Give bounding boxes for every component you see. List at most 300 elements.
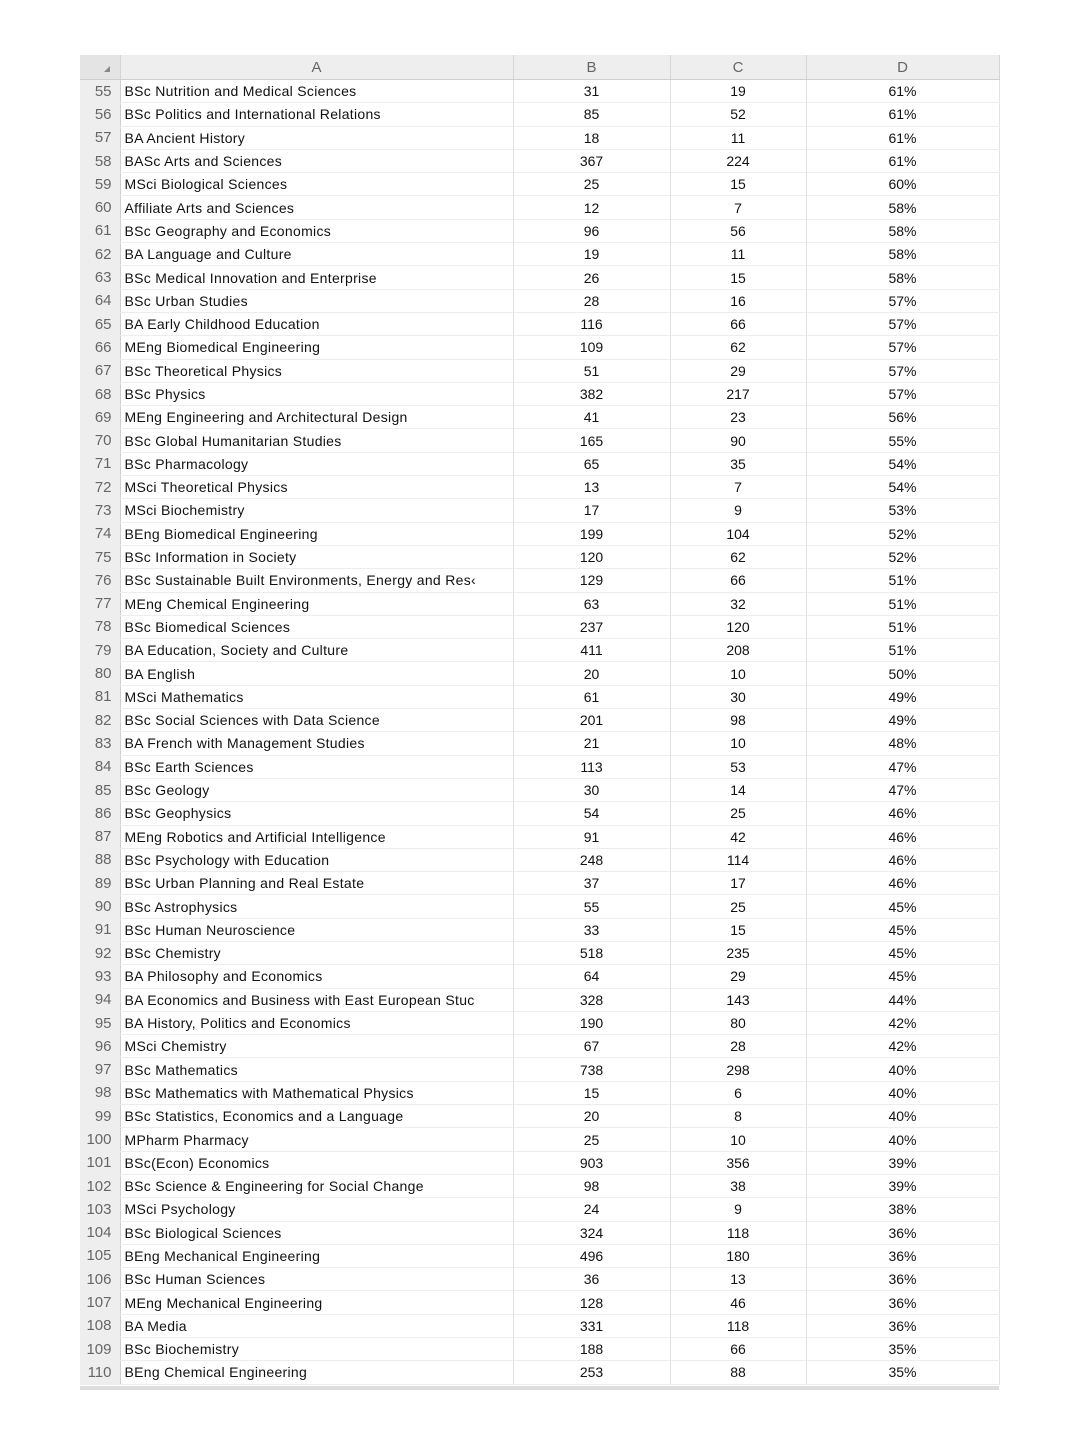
row-number-cell[interactable]: 86 — [80, 802, 120, 825]
cell-c[interactable]: 29 — [670, 359, 806, 382]
cell-a[interactable]: MEng Chemical Engineering — [120, 592, 513, 615]
cell-a[interactable]: BASc Arts and Sciences — [120, 149, 513, 172]
cell-d[interactable]: 47% — [806, 778, 999, 801]
cell-d[interactable]: 36% — [806, 1314, 999, 1337]
row-number-cell[interactable]: 100 — [80, 1128, 120, 1151]
cell-d[interactable]: 61% — [806, 149, 999, 172]
cell-d[interactable]: 51% — [806, 569, 999, 592]
row-number-cell[interactable]: 102 — [80, 1174, 120, 1197]
cell-a[interactable]: BSc Statistics, Economics and a Language — [120, 1105, 513, 1128]
cell-d[interactable]: 40% — [806, 1058, 999, 1081]
table-row — [80, 196, 999, 219]
cell-b[interactable]: 237 — [513, 615, 670, 638]
cell-b[interactable]: 496 — [513, 1244, 670, 1267]
cell-b[interactable]: 55 — [513, 895, 670, 918]
cell-a[interactable]: BA Philosophy and Economics — [120, 965, 513, 988]
cell-b[interactable]: 26 — [513, 266, 670, 289]
cell-c[interactable]: 143 — [670, 988, 806, 1011]
cell-b[interactable]: 518 — [513, 941, 670, 964]
row-number-cell[interactable]: 82 — [80, 709, 120, 732]
cell-a[interactable]: BSc Geography and Economics — [120, 219, 513, 242]
cell-c[interactable]: 6 — [670, 1081, 806, 1104]
cell-a[interactable]: Affiliate Arts and Sciences — [120, 196, 513, 219]
cell-b[interactable]: 33 — [513, 918, 670, 941]
row-number-cell[interactable]: 99 — [80, 1105, 120, 1128]
cell-a[interactable]: MEng Biomedical Engineering — [120, 336, 513, 359]
table-row — [80, 80, 999, 103]
cell-c[interactable]: 28 — [670, 1035, 806, 1058]
cell-d[interactable]: 50% — [806, 662, 999, 685]
row-number-cell[interactable]: 101 — [80, 1151, 120, 1174]
cell-c[interactable]: 66 — [670, 569, 806, 592]
cell-c[interactable]: 180 — [670, 1244, 806, 1267]
cell-d[interactable]: 35% — [806, 1338, 999, 1361]
cell-d[interactable]: 45% — [806, 895, 999, 918]
cell-a[interactable]: BSc Politics and International Relations — [120, 103, 513, 126]
row-number-cell[interactable]: 108 — [80, 1314, 120, 1337]
row-number-cell[interactable]: 109 — [80, 1338, 120, 1361]
cell-a[interactable]: BSc Psychology with Education — [120, 848, 513, 871]
cell-a[interactable]: BSc Geology — [120, 778, 513, 801]
cell-c[interactable]: 66 — [670, 1338, 806, 1361]
cell-c[interactable]: 356 — [670, 1151, 806, 1174]
cell-b[interactable]: 61 — [513, 685, 670, 708]
cell-b[interactable]: 113 — [513, 755, 670, 778]
cell-c[interactable]: 118 — [670, 1221, 806, 1244]
cell-d[interactable]: 56% — [806, 406, 999, 429]
cell-c[interactable]: 10 — [670, 662, 806, 685]
cell-a[interactable]: BSc Astrophysics — [120, 895, 513, 918]
cell-a[interactable]: BSc Human Neuroscience — [120, 918, 513, 941]
cell-b[interactable]: 109 — [513, 336, 670, 359]
cell-a[interactable]: BSc Pharmacology — [120, 452, 513, 475]
cell-d[interactable]: 45% — [806, 941, 999, 964]
row-number-cell[interactable]: 63 — [80, 266, 120, 289]
cell-b[interactable]: 17 — [513, 499, 670, 522]
cell-a[interactable]: BEng Mechanical Engineering — [120, 1244, 513, 1267]
cell-c[interactable]: 88 — [670, 1361, 806, 1384]
cell-c[interactable]: 14 — [670, 778, 806, 801]
cell-c[interactable]: 42 — [670, 825, 806, 848]
select-all-corner[interactable] — [80, 55, 120, 80]
cell-c[interactable]: 32 — [670, 592, 806, 615]
row-number-cell[interactable]: 87 — [80, 825, 120, 848]
cell-c[interactable]: 16 — [670, 289, 806, 312]
cell-b[interactable]: 165 — [513, 429, 670, 452]
cell-b[interactable]: 128 — [513, 1291, 670, 1314]
cell-c[interactable]: 15 — [670, 918, 806, 941]
cell-a[interactable]: BA Language and Culture — [120, 243, 513, 266]
row-number-cell[interactable]: 77 — [80, 592, 120, 615]
cell-c[interactable]: 13 — [670, 1268, 806, 1291]
row-number-cell[interactable]: 90 — [80, 895, 120, 918]
row-number-cell[interactable]: 61 — [80, 219, 120, 242]
cell-b[interactable]: 91 — [513, 825, 670, 848]
cell-a[interactable]: BSc Urban Studies — [120, 289, 513, 312]
cell-a[interactable]: BSc(Econ) Economics — [120, 1151, 513, 1174]
cell-c[interactable]: 10 — [670, 1128, 806, 1151]
cell-c[interactable]: 11 — [670, 126, 806, 149]
row-number-cell[interactable]: 57 — [80, 126, 120, 149]
row-number-cell[interactable]: 98 — [80, 1081, 120, 1104]
cell-c[interactable]: 8 — [670, 1105, 806, 1128]
row-number-cell[interactable]: 85 — [80, 778, 120, 801]
cell-d[interactable]: 46% — [806, 872, 999, 895]
cell-b[interactable]: 19 — [513, 243, 670, 266]
cell-d[interactable]: 42% — [806, 1035, 999, 1058]
cell-a[interactable]: BSc Social Sciences with Data Science — [120, 709, 513, 732]
table-row — [80, 149, 999, 172]
cell-c[interactable]: 224 — [670, 149, 806, 172]
cell-d[interactable]: 58% — [806, 196, 999, 219]
table-row — [80, 173, 999, 196]
cell-d[interactable]: 39% — [806, 1151, 999, 1174]
table-row — [80, 1314, 999, 1337]
cell-a[interactable]: BSc Biochemistry — [120, 1338, 513, 1361]
cell-c[interactable]: 25 — [670, 895, 806, 918]
cell-b[interactable]: 382 — [513, 382, 670, 405]
cell-b[interactable]: 18 — [513, 126, 670, 149]
cell-c[interactable]: 11 — [670, 243, 806, 266]
cell-b[interactable]: 41 — [513, 406, 670, 429]
cell-d[interactable]: 51% — [806, 639, 999, 662]
cell-a[interactable]: BSc Global Humanitarian Studies — [120, 429, 513, 452]
cell-a[interactable]: BA Early Childhood Education — [120, 312, 513, 335]
cell-c[interactable]: 104 — [670, 522, 806, 545]
cell-b[interactable]: 54 — [513, 802, 670, 825]
cell-d[interactable]: 47% — [806, 755, 999, 778]
cell-b[interactable]: 253 — [513, 1361, 670, 1384]
cell-c[interactable]: 52 — [670, 103, 806, 126]
cell-b[interactable]: 13 — [513, 476, 670, 499]
cell-c[interactable]: 53 — [670, 755, 806, 778]
cell-b[interactable]: 324 — [513, 1221, 670, 1244]
cell-b[interactable]: 30 — [513, 778, 670, 801]
cell-b[interactable]: 96 — [513, 219, 670, 242]
row-number-cell[interactable]: 58 — [80, 149, 120, 172]
cell-a[interactable]: BA Education, Society and Culture — [120, 639, 513, 662]
cell-d[interactable]: 36% — [806, 1268, 999, 1291]
cell-c[interactable]: 208 — [670, 639, 806, 662]
cell-d[interactable]: 51% — [806, 615, 999, 638]
cell-d[interactable]: 46% — [806, 802, 999, 825]
cell-a[interactable]: BA English — [120, 662, 513, 685]
table-row — [80, 545, 999, 568]
cell-a[interactable]: BSc Nutrition and Medical Sciences — [120, 80, 513, 103]
cell-b[interactable]: 25 — [513, 1128, 670, 1151]
cell-b[interactable]: 190 — [513, 1011, 670, 1034]
cell-c[interactable]: 9 — [670, 1198, 806, 1221]
row-number-cell[interactable]: 71 — [80, 452, 120, 475]
cell-b[interactable]: 331 — [513, 1314, 670, 1337]
table-row — [80, 895, 999, 918]
table-row — [80, 872, 999, 895]
cell-b[interactable]: 20 — [513, 662, 670, 685]
row-number-cell[interactable]: 91 — [80, 918, 120, 941]
row-number-cell[interactable]: 64 — [80, 289, 120, 312]
cell-b[interactable]: 201 — [513, 709, 670, 732]
row-number-cell[interactable]: 104 — [80, 1221, 120, 1244]
cell-c[interactable]: 38 — [670, 1174, 806, 1197]
cell-b[interactable]: 25 — [513, 173, 670, 196]
row-number-cell[interactable]: 96 — [80, 1035, 120, 1058]
cell-c[interactable]: 35 — [670, 452, 806, 475]
row-number-cell[interactable]: 65 — [80, 312, 120, 335]
row-number-cell[interactable]: 73 — [80, 499, 120, 522]
cell-b[interactable]: 67 — [513, 1035, 670, 1058]
cell-d[interactable]: 36% — [806, 1221, 999, 1244]
cell-b[interactable]: 199 — [513, 522, 670, 545]
cell-b[interactable]: 37 — [513, 872, 670, 895]
row-number-cell[interactable]: 62 — [80, 243, 120, 266]
cell-b[interactable]: 65 — [513, 452, 670, 475]
row-number-cell[interactable]: 78 — [80, 615, 120, 638]
cell-d[interactable]: 38% — [806, 1198, 999, 1221]
column-header-b[interactable]: B — [513, 55, 670, 80]
cell-b[interactable]: 188 — [513, 1338, 670, 1361]
cell-a[interactable]: BA History, Politics and Economics — [120, 1011, 513, 1034]
cell-c[interactable]: 46 — [670, 1291, 806, 1314]
column-header-a[interactable]: A — [120, 55, 513, 80]
cell-a[interactable]: MEng Robotics and Artificial Intelligence — [120, 825, 513, 848]
cell-d[interactable]: 39% — [806, 1174, 999, 1197]
cell-b[interactable]: 411 — [513, 639, 670, 662]
cell-c[interactable]: 9 — [670, 499, 806, 522]
cell-d[interactable]: 60% — [806, 173, 999, 196]
cell-a[interactable]: MPharm Pharmacy — [120, 1128, 513, 1151]
cell-c[interactable]: 25 — [670, 802, 806, 825]
cell-d[interactable]: 36% — [806, 1291, 999, 1314]
row-number-cell[interactable]: 72 — [80, 476, 120, 499]
cell-c[interactable]: 23 — [670, 406, 806, 429]
cell-d[interactable]: 61% — [806, 80, 999, 103]
cell-c[interactable]: 56 — [670, 219, 806, 242]
cell-d[interactable]: 45% — [806, 918, 999, 941]
cell-b[interactable]: 64 — [513, 965, 670, 988]
cell-c[interactable]: 62 — [670, 336, 806, 359]
cell-a[interactable]: MSci Biochemistry — [120, 499, 513, 522]
cell-d[interactable]: 46% — [806, 825, 999, 848]
row-number-cell[interactable]: 88 — [80, 848, 120, 871]
cell-c[interactable]: 66 — [670, 312, 806, 335]
cell-a[interactable]: BSc Mathematics with Mathematical Physics — [120, 1081, 513, 1104]
row-number-cell[interactable]: 74 — [80, 522, 120, 545]
row-number-cell[interactable]: 68 — [80, 382, 120, 405]
cell-d[interactable]: 44% — [806, 988, 999, 1011]
cell-c[interactable]: 120 — [670, 615, 806, 638]
cell-c[interactable]: 7 — [670, 476, 806, 499]
cell-a[interactable]: BA Economics and Business with East European Stuc — [120, 988, 513, 1011]
cell-d[interactable]: 35% — [806, 1361, 999, 1384]
horizontal-scrollbar[interactable] — [80, 1386, 999, 1390]
column-header-c[interactable]: C — [670, 55, 806, 80]
cell-d[interactable]: 40% — [806, 1128, 999, 1151]
row-number-cell[interactable]: 92 — [80, 941, 120, 964]
cell-b[interactable]: 15 — [513, 1081, 670, 1104]
cell-c[interactable]: 30 — [670, 685, 806, 708]
cell-c[interactable]: 98 — [670, 709, 806, 732]
cell-a[interactable]: MEng Mechanical Engineering — [120, 1291, 513, 1314]
cell-d[interactable]: 57% — [806, 336, 999, 359]
row-number-cell[interactable]: 59 — [80, 173, 120, 196]
cell-b[interactable]: 36 — [513, 1268, 670, 1291]
cell-a[interactable]: BSc Urban Planning and Real Estate — [120, 872, 513, 895]
table-row — [80, 592, 999, 615]
row-number-cell[interactable]: 93 — [80, 965, 120, 988]
cell-b[interactable]: 903 — [513, 1151, 670, 1174]
cell-a[interactable]: BSc Information in Society — [120, 545, 513, 568]
cell-d[interactable]: 61% — [806, 103, 999, 126]
cell-d[interactable]: 58% — [806, 243, 999, 266]
cell-c[interactable]: 114 — [670, 848, 806, 871]
cell-b[interactable]: 24 — [513, 1198, 670, 1221]
cell-c[interactable]: 118 — [670, 1314, 806, 1337]
cell-d[interactable]: 54% — [806, 476, 999, 499]
cell-c[interactable]: 217 — [670, 382, 806, 405]
cell-c[interactable]: 19 — [670, 80, 806, 103]
row-number-cell[interactable]: 105 — [80, 1244, 120, 1267]
cell-c[interactable]: 15 — [670, 173, 806, 196]
cell-d[interactable]: 48% — [806, 732, 999, 755]
cell-a[interactable]: BA Media — [120, 1314, 513, 1337]
table-row — [80, 476, 999, 499]
cell-a[interactable]: BSc Biological Sciences — [120, 1221, 513, 1244]
cell-a[interactable]: BSc Earth Sciences — [120, 755, 513, 778]
cell-d[interactable]: 61% — [806, 126, 999, 149]
cell-d[interactable]: 57% — [806, 312, 999, 335]
cell-b[interactable]: 328 — [513, 988, 670, 1011]
cell-a[interactable]: BA Ancient History — [120, 126, 513, 149]
table-row — [80, 336, 999, 359]
row-number-cell[interactable]: 79 — [80, 639, 120, 662]
cell-d[interactable]: 54% — [806, 452, 999, 475]
cell-d[interactable]: 55% — [806, 429, 999, 452]
cell-c[interactable]: 80 — [670, 1011, 806, 1034]
cell-d[interactable]: 57% — [806, 382, 999, 405]
cell-c[interactable]: 235 — [670, 941, 806, 964]
cell-a[interactable]: BSc Biomedical Sciences — [120, 615, 513, 638]
cell-d[interactable]: 36% — [806, 1244, 999, 1267]
row-number-cell[interactable]: 95 — [80, 1011, 120, 1034]
cell-d[interactable]: 40% — [806, 1081, 999, 1104]
cell-c[interactable]: 15 — [670, 266, 806, 289]
cell-a[interactable]: BSc Theoretical Physics — [120, 359, 513, 382]
row-number-cell[interactable]: 75 — [80, 545, 120, 568]
row-number-cell[interactable]: 55 — [80, 80, 120, 103]
cell-a[interactable]: BSc Chemistry — [120, 941, 513, 964]
cell-d[interactable]: 49% — [806, 709, 999, 732]
cell-b[interactable]: 20 — [513, 1105, 670, 1128]
table-row — [80, 243, 999, 266]
cell-b[interactable]: 31 — [513, 80, 670, 103]
cell-b[interactable]: 367 — [513, 149, 670, 172]
cell-a[interactable]: BSc Geophysics — [120, 802, 513, 825]
cell-b[interactable]: 21 — [513, 732, 670, 755]
row-number-cell[interactable]: 107 — [80, 1291, 120, 1314]
cell-c[interactable]: 17 — [670, 872, 806, 895]
row-number-cell[interactable]: 70 — [80, 429, 120, 452]
cell-b[interactable]: 51 — [513, 359, 670, 382]
cell-a[interactable]: BSc Medical Innovation and Enterprise — [120, 266, 513, 289]
row-number-cell[interactable]: 106 — [80, 1268, 120, 1291]
row-number-cell[interactable]: 69 — [80, 406, 120, 429]
cell-d[interactable]: 53% — [806, 499, 999, 522]
cell-d[interactable]: 52% — [806, 522, 999, 545]
cell-d[interactable]: 49% — [806, 685, 999, 708]
cell-a[interactable]: MSci Psychology — [120, 1198, 513, 1221]
cell-a[interactable]: BSc Science & Engineering for Social Change — [120, 1174, 513, 1197]
cell-d[interactable]: 45% — [806, 965, 999, 988]
cell-d[interactable]: 51% — [806, 592, 999, 615]
cell-a[interactable]: BSc Physics — [120, 382, 513, 405]
cell-c[interactable]: 298 — [670, 1058, 806, 1081]
cell-b[interactable]: 129 — [513, 569, 670, 592]
row-number-cell[interactable]: 84 — [80, 755, 120, 778]
cell-c[interactable]: 7 — [670, 196, 806, 219]
cell-b[interactable]: 738 — [513, 1058, 670, 1081]
row-number-cell[interactable]: 66 — [80, 336, 120, 359]
row-number-cell[interactable]: 56 — [80, 103, 120, 126]
cell-d[interactable]: 52% — [806, 545, 999, 568]
cell-d[interactable]: 40% — [806, 1105, 999, 1128]
column-header-d[interactable]: D — [806, 55, 999, 80]
cell-a[interactable]: MEng Engineering and Architectural Design — [120, 406, 513, 429]
cell-a[interactable]: BSc Sustainable Built Environments, Energy and Res‹ — [120, 569, 513, 592]
cell-c[interactable]: 90 — [670, 429, 806, 452]
cell-a[interactable]: MSci Mathematics — [120, 685, 513, 708]
cell-a[interactable]: BSc Human Sciences — [120, 1268, 513, 1291]
row-number-cell[interactable]: 94 — [80, 988, 120, 1011]
row-number-cell[interactable]: 60 — [80, 196, 120, 219]
cell-b[interactable]: 120 — [513, 545, 670, 568]
cell-b[interactable]: 63 — [513, 592, 670, 615]
row-number-cell[interactable]: 80 — [80, 662, 120, 685]
table-row — [80, 662, 999, 685]
cell-d[interactable]: 58% — [806, 266, 999, 289]
cell-a[interactable]: MSci Theoretical Physics — [120, 476, 513, 499]
cell-b[interactable]: 116 — [513, 312, 670, 335]
row-number-cell[interactable]: 97 — [80, 1058, 120, 1081]
row-number-cell[interactable]: 81 — [80, 685, 120, 708]
cell-a[interactable]: BSc Mathematics — [120, 1058, 513, 1081]
cell-d[interactable]: 46% — [806, 848, 999, 871]
cell-c[interactable]: 10 — [670, 732, 806, 755]
row-number-cell[interactable]: 103 — [80, 1198, 120, 1221]
cell-b[interactable]: 12 — [513, 196, 670, 219]
cell-b[interactable]: 248 — [513, 848, 670, 871]
cell-a[interactable]: BEng Chemical Engineering — [120, 1361, 513, 1384]
cell-d[interactable]: 57% — [806, 359, 999, 382]
row-number-cell[interactable]: 110 — [80, 1361, 120, 1384]
row-number-cell[interactable]: 89 — [80, 872, 120, 895]
cell-c[interactable]: 29 — [670, 965, 806, 988]
cell-b[interactable]: 85 — [513, 103, 670, 126]
cell-d[interactable]: 42% — [806, 1011, 999, 1034]
cell-d[interactable]: 57% — [806, 289, 999, 312]
cell-d[interactable]: 58% — [806, 219, 999, 242]
cell-b[interactable]: 28 — [513, 289, 670, 312]
cell-a[interactable]: MSci Biological Sciences — [120, 173, 513, 196]
cell-a[interactable]: BEng Biomedical Engineering — [120, 522, 513, 545]
cell-a[interactable]: BA French with Management Studies — [120, 732, 513, 755]
cell-c[interactable]: 62 — [670, 545, 806, 568]
row-number-cell[interactable]: 76 — [80, 569, 120, 592]
cell-b[interactable]: 98 — [513, 1174, 670, 1197]
cell-a[interactable]: MSci Chemistry — [120, 1035, 513, 1058]
table-row — [80, 499, 999, 522]
row-number-cell[interactable]: 67 — [80, 359, 120, 382]
row-number-cell[interactable]: 83 — [80, 732, 120, 755]
